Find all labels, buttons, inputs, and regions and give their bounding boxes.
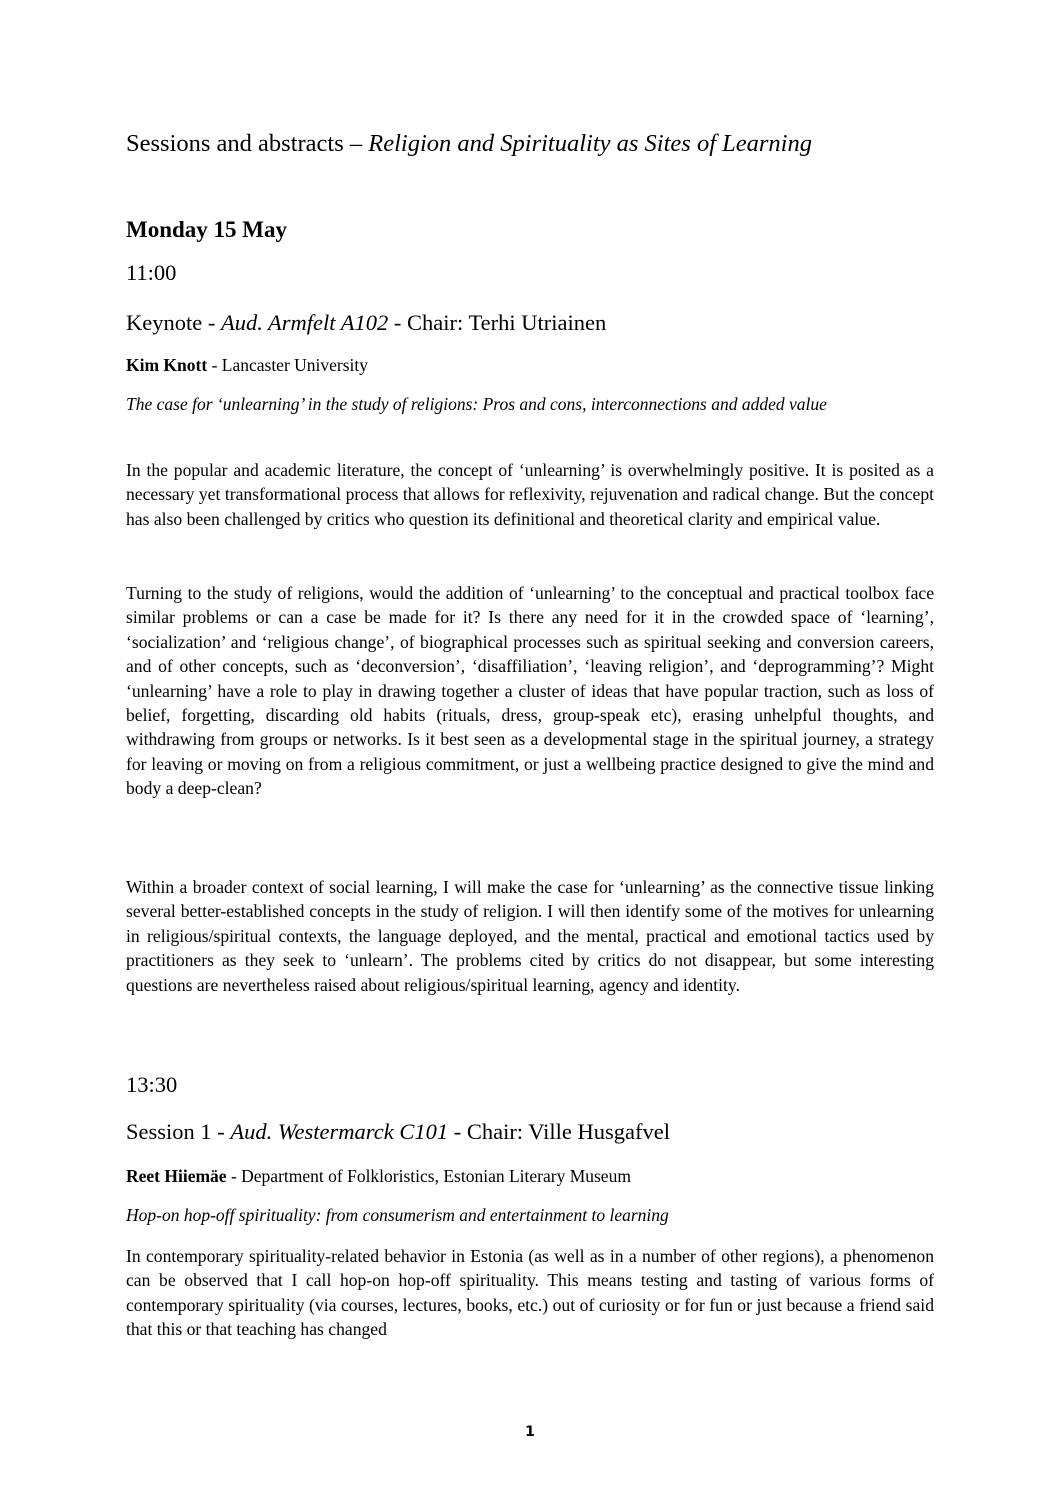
keynote-label: Keynote - <box>126 310 221 335</box>
session1-chair: - Chair: Ville Husgafvel <box>448 1119 671 1144</box>
day-heading: Monday 15 May <box>126 217 287 242</box>
keynote-speaker-name: Kim Knott <box>126 355 208 375</box>
document-title <box>126 128 946 160</box>
page-number: 1 <box>525 1424 535 1440</box>
session1-label: Session 1 - <box>126 1119 231 1144</box>
keynote-venue: Aud. Armfelt A102 <box>220 310 389 335</box>
session1-venue: Aud. Westermarck C101 <box>230 1119 449 1144</box>
document-title-prefix: Sessions and abstracts – <box>126 130 369 157</box>
keynote-speaker-affiliation: - Lancaster University <box>207 355 369 375</box>
keynote-speaker-line <box>126 353 368 377</box>
session1-abstract-title: Hop-on hop-off spirituality: from consumerism and entertainment to learning <box>126 1205 669 1225</box>
keynote-paragraph-1: In the popular and academic literature, the concept of ‘unlearning’ is overwhelmingly positive. It is posited as a necessary yet transformational process that allows for reflexivity, rejuvenation and radical change. But the concept has also been challenged by critics who question its definitional and theoretical clarity and empirical value. <box>126 460 934 529</box>
document-title-italic: Religion and Spirituality as Sites of Learning <box>368 130 812 157</box>
session1-speaker-name: Reet Hiiemäe <box>126 1166 227 1186</box>
session1-time: 13:30 <box>126 1072 178 1097</box>
session1-speaker-affiliation: - Department of Folkloristics, Estonian Literary Museum <box>226 1166 631 1186</box>
keynote-time: 11:00 <box>126 260 177 285</box>
keynote-heading <box>126 308 606 338</box>
session1-paragraph-1: In contemporary spirituality-related behavior in Estonia (as well as in a number of other regions), a phenomenon can be observed that I call hop-on hop-off spirituality. This means testing and tasting of various forms of contemporary spirituality (via courses, lectures, books, etc.) out of curiosity or for fun or just because a friend said that this or that teaching has changed <box>126 1246 934 1340</box>
keynote-paragraph-3: Within a broader context of social learning, I will make the case for ‘unlearning’ as the connective tissue linking several better-established concepts in the study of religion. I will then identify some of the motives for unlearning in religious/spiritual contexts, the language deployed, and the mental, practical and emotional tactics used by practitioners as they seek to ‘unlearn’. The problems cited by critics do not disappear, but some interesting questions are nevertheless raised about religious/spiritual learning, agency and identity. <box>126 877 934 995</box>
session1-speaker-line <box>126 1164 631 1188</box>
session1-heading <box>126 1117 670 1147</box>
keynote-abstract-title: The case for ‘unlearning’ in the study of religions: Pros and cons, interconnections and added value <box>126 394 827 414</box>
keynote-paragraph-2: Turning to the study of religions, would the addition of ‘unlearning’ to the conceptual and practical toolbox face similar problems or can a case be made for it? Is there any need for it in the crowded space of ‘learning’, ‘socialization’ and ‘religious change’, of biographical processes such as spiritual seeking and conversion careers, and of other concepts, such as ‘deconversion’, ‘disaffiliation’, ‘leaving religion’, and ‘deprogramming’? Might ‘unlearning’ have a role to play in drawing together a cluster of ideas that have popular traction, such as loss of belief, forgetting, discarding old habits (rituals, dress, group-speak etc), erasing unhelpful thoughts, and withdrawing from groups or networks. Is it best seen as a developmental stage in the spiritual journey, a strategy for leaving or moving on from a religious commitment, or just a wellbeing practice designed to give the mind and body a deep-clean? <box>126 583 934 799</box>
keynote-chair: - Chair: Terhi Utriainen <box>388 310 607 335</box>
